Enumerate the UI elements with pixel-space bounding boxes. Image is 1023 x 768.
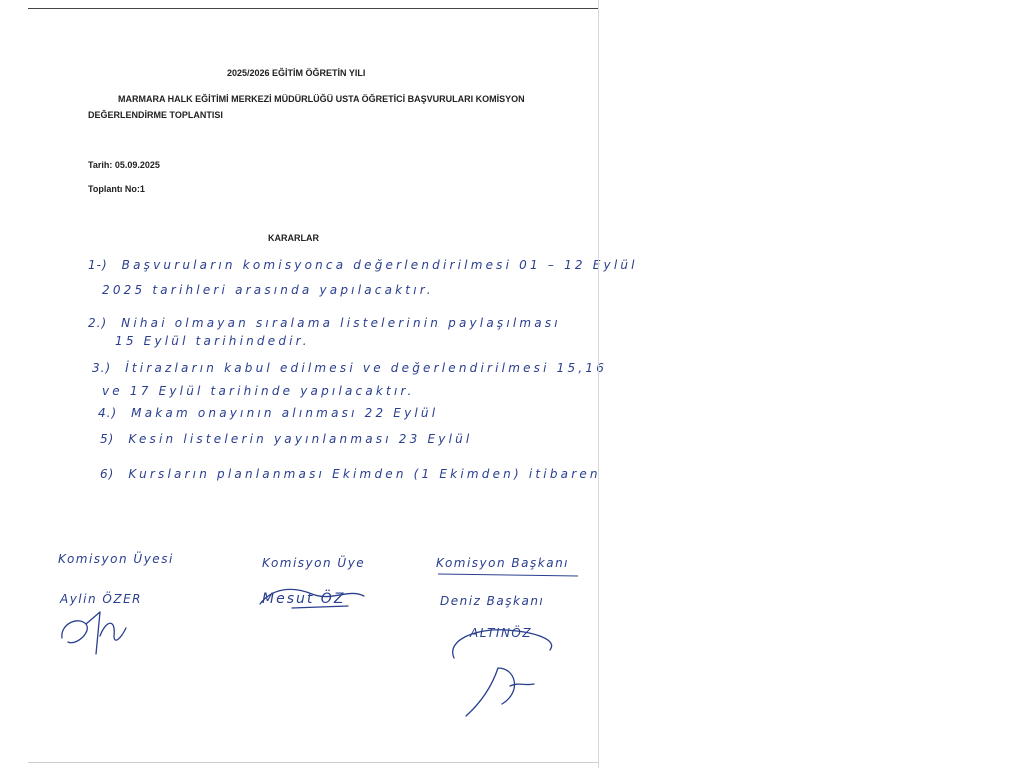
decision-item (100, 432, 472, 446)
signer-2-role: Komisyon Üye (262, 556, 366, 570)
decision-item (88, 316, 561, 330)
decision-text: Nihai olmayan sıralama listelerinin paylaşılması (121, 316, 561, 330)
meeting-date: Tarih: 05.09.2025 (88, 160, 160, 170)
decision-text: Makam onayının alınması 22 Eylül (131, 406, 439, 420)
decision-item-continued: 2025 tarihleri arasında yapılacaktır. (102, 283, 434, 297)
decisions-heading: KARARLAR (268, 233, 319, 243)
signer-1-name: Aylin ÖZER (60, 592, 142, 606)
document-title-line1: MARMARA HALK EĞİTİMİ MERKEZİ MÜDÜRLÜĞÜ USTA ÖĞRETİCİ BAŞVURULARI KOMİSYON (118, 94, 525, 104)
decision-number: 4.) (98, 406, 118, 420)
decision-number: 5) (100, 432, 115, 446)
signer-3-surname: ALTINÖZ (470, 626, 533, 640)
decision-item (88, 258, 638, 272)
decision-text: Kursların planlanması Ekimden (1 Ekimden) itibaren (128, 467, 601, 481)
decision-number: 3.) (92, 361, 112, 375)
signer-3-role: Komisyon Başkanı (436, 556, 570, 570)
decision-number: 2.) (88, 316, 108, 330)
signer-3-name: Deniz Başkanı (440, 594, 545, 608)
decision-text: İtirazların kabul edilmesi ve değerlendirilmesi 15,16 (125, 361, 608, 375)
signer-2-signature (252, 582, 392, 614)
top-edge-line (28, 8, 598, 9)
page-edge (598, 0, 599, 768)
academic-year: 2025/2026 EĞİTİM ÖĞRETİN YILI (227, 68, 366, 78)
meeting-number: Toplantı No:1 (88, 184, 145, 194)
document-title-line2: DEĞERLENDİRME TOPLANTISI (88, 110, 223, 120)
decision-item-continued: ve 17 Eylül tarihinde yapılacaktır. (102, 384, 415, 398)
decision-item (92, 361, 607, 375)
decision-number: 6) (100, 467, 115, 481)
decision-item-continued: 15 Eylül tarihindedir. (115, 334, 310, 348)
signer-2-name: Mesut ÖZ (262, 591, 346, 607)
signer-1-signature (56, 606, 146, 662)
decision-item (100, 467, 601, 481)
decision-text: Kesin listelerin yayınlanması 23 Eylül (128, 432, 473, 446)
decision-number: 1-) (88, 258, 108, 272)
signer-1-role: Komisyon Üyesi (58, 552, 174, 566)
decision-text: Başvuruların komisyonca değerlendirilmesi 01 – 12 Eylül (121, 258, 638, 272)
signer-3-signature (446, 620, 566, 724)
signer-3-role-underline (432, 570, 582, 580)
bottom-edge-line (28, 762, 598, 763)
decision-item (98, 406, 438, 420)
